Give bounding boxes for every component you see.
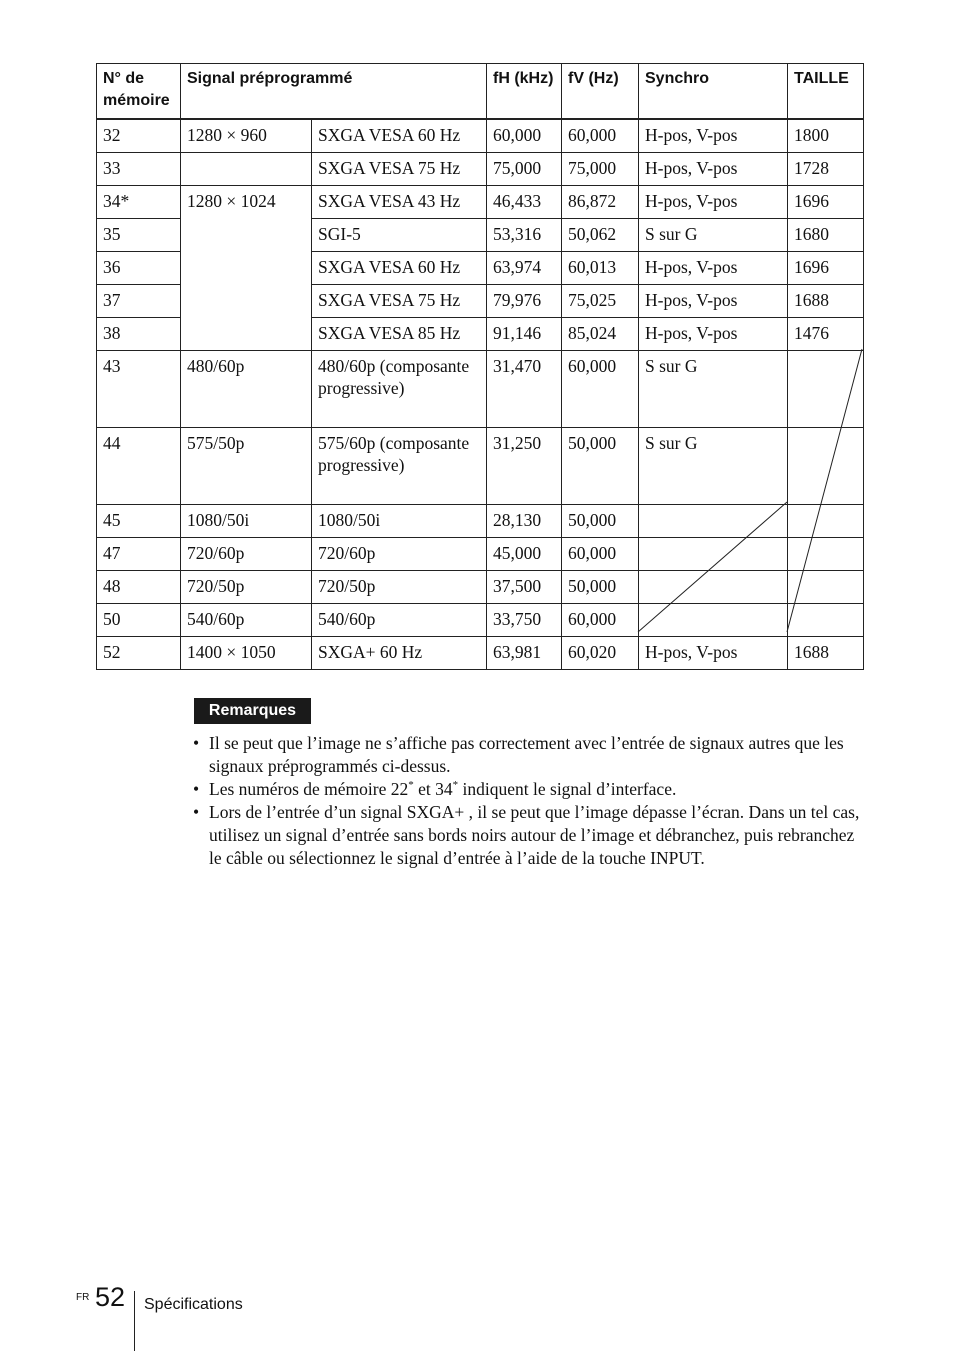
cell-fh: 28,130: [487, 505, 562, 538]
bullet-icon: •: [193, 802, 200, 822]
cell-fh: 45,000: [487, 538, 562, 571]
cell-fv: 60,000: [562, 119, 639, 153]
cell-size: 1688: [788, 637, 864, 670]
bullet-icon: •: [193, 779, 200, 799]
cell-size: 1696: [788, 186, 864, 219]
cell-fv: 85,024: [562, 318, 639, 351]
cell-fv: 50,062: [562, 219, 639, 252]
cell-memory: 52: [97, 637, 181, 670]
cell-resolution: [181, 153, 312, 186]
cell-fh: 63,974: [487, 252, 562, 285]
cell-fh: 33,750: [487, 604, 562, 637]
cell-memory: 35: [97, 219, 181, 252]
table-row: [97, 637, 864, 670]
cell-signal: SXGA VESA 60 Hz: [312, 252, 487, 285]
cell-fh: 63,981: [487, 637, 562, 670]
cell-fv: 60,020: [562, 637, 639, 670]
table-row: [97, 153, 864, 186]
cell-fh: 46,433: [487, 186, 562, 219]
cell-signal: 480/60p (composante progressive): [312, 351, 487, 428]
note-text: Lors de l’entrée d’un signal SXGA+ , il se peut que l’image dépasse l’écran. Dans un tel cas, utilisez un signal d’entrée sans bords noirs autour de l’image et débranchez, puis rebranchez le câble ou sélectionnez le signal d’entrée à l’aide de la touche INPUT.: [209, 802, 860, 868]
cell-signal: 540/60p: [312, 604, 487, 637]
note-text: Les numéros de mémoire 22: [209, 779, 409, 799]
cell-resolution: 1280 × 1024: [181, 186, 312, 351]
cell-resolution: 540/60p: [181, 604, 312, 637]
cell-sync: S sur G: [639, 351, 788, 428]
cell-size: [788, 351, 864, 428]
language-code: FR: [76, 1292, 90, 1303]
cell-sync: H-pos, V-pos: [639, 153, 788, 186]
table-row: [97, 119, 864, 153]
cell-sync: H-pos, V-pos: [639, 119, 788, 153]
bullet-icon: •: [193, 733, 200, 753]
asterisk-superscript: *: [408, 779, 414, 791]
cell-fh: 60,000: [487, 119, 562, 153]
cell-signal: 575/60p (composante progressive): [312, 428, 487, 505]
table-row: [97, 505, 864, 538]
note-text: et 34: [413, 779, 453, 799]
cell-resolution: 1080/50i: [181, 505, 312, 538]
cell-sync: [639, 505, 788, 538]
preset-signal-table: [96, 63, 864, 670]
cell-fh: 31,250: [487, 428, 562, 505]
cell-memory: 34*: [97, 186, 181, 219]
cell-fh: 91,146: [487, 318, 562, 351]
table-row: [97, 571, 864, 604]
cell-memory: 32: [97, 119, 181, 153]
cell-memory: 45: [97, 505, 181, 538]
list-item: [193, 778, 865, 801]
cell-memory: 33: [97, 153, 181, 186]
cell-fv: 75,000: [562, 153, 639, 186]
cell-fv: 50,000: [562, 505, 639, 538]
cell-sync: H-pos, V-pos: [639, 637, 788, 670]
cell-sync: H-pos, V-pos: [639, 285, 788, 318]
header-size: TAILLE: [788, 64, 864, 120]
table-row: [97, 351, 864, 428]
cell-size: 1728: [788, 153, 864, 186]
cell-fv: 60,000: [562, 351, 639, 428]
table-header-row: [97, 64, 864, 120]
cell-signal: SXGA VESA 60 Hz: [312, 119, 487, 153]
remarks-label: Remarques: [194, 698, 311, 724]
cell-resolution: 575/50p: [181, 428, 312, 505]
cell-fv: 75,025: [562, 285, 639, 318]
cell-fv: 50,000: [562, 571, 639, 604]
page-number: 52: [95, 1282, 126, 1312]
cell-signal: SXGA+ 60 Hz: [312, 637, 487, 670]
cell-size: [788, 505, 864, 538]
cell-size: 1476: [788, 318, 864, 351]
note-text: Il se peut que l’image ne s’affiche pas correctement avec l’entrée de signaux autres que les signaux préprogrammés ci-dessus.: [209, 733, 844, 776]
cell-size: 1696: [788, 252, 864, 285]
cell-fv: 60,013: [562, 252, 639, 285]
cell-memory: 48: [97, 571, 181, 604]
cell-size: [788, 571, 864, 604]
cell-fh: 37,500: [487, 571, 562, 604]
cell-fh: 31,470: [487, 351, 562, 428]
header-preset-signal: Signal préprogrammé: [181, 64, 487, 120]
cell-sync: H-pos, V-pos: [639, 252, 788, 285]
footer-divider: [134, 1291, 135, 1351]
cell-fh: 79,976: [487, 285, 562, 318]
cell-signal: 720/60p: [312, 538, 487, 571]
cell-signal: SXGA VESA 43 Hz: [312, 186, 487, 219]
cell-fv: 50,000: [562, 428, 639, 505]
cell-signal: SGI-5: [312, 219, 487, 252]
signal-table-wrapper: [96, 63, 863, 666]
cell-memory: 37: [97, 285, 181, 318]
header-fh: fH (kHz): [487, 64, 562, 120]
cell-size: 1680: [788, 219, 864, 252]
cell-fh: 75,000: [487, 153, 562, 186]
remarks-list: [193, 732, 865, 870]
cell-resolution: 480/60p: [181, 351, 312, 428]
table-row: [97, 538, 864, 571]
cell-sync: [639, 604, 788, 637]
cell-memory: 36: [97, 252, 181, 285]
cell-sync: [639, 571, 788, 604]
cell-sync: [639, 538, 788, 571]
header-fv: fV (Hz): [562, 64, 639, 120]
cell-sync: H-pos, V-pos: [639, 186, 788, 219]
cell-resolution: 720/50p: [181, 571, 312, 604]
cell-memory: 38: [97, 318, 181, 351]
header-memory-number: N° de mémoire: [97, 64, 181, 120]
section-title: Spécifications: [144, 1296, 243, 1313]
cell-fv: 60,000: [562, 604, 639, 637]
cell-memory: 50: [97, 604, 181, 637]
list-item: [193, 801, 865, 870]
note-text: indiquent le signal d’interface.: [458, 779, 677, 799]
cell-fv: 86,872: [562, 186, 639, 219]
cell-signal: SXGA VESA 75 Hz: [312, 285, 487, 318]
cell-size: [788, 538, 864, 571]
cell-fv: 60,000: [562, 538, 639, 571]
asterisk-superscript: *: [452, 779, 459, 791]
table-row: [97, 186, 864, 219]
cell-signal: SXGA VESA 85 Hz: [312, 318, 487, 351]
cell-sync: S sur G: [639, 219, 788, 252]
table-row: [97, 604, 864, 637]
header-sync: Synchro: [639, 64, 788, 120]
cell-size: [788, 428, 864, 505]
cell-signal: 1080/50i: [312, 505, 487, 538]
cell-resolution: 720/60p: [181, 538, 312, 571]
cell-sync: H-pos, V-pos: [639, 318, 788, 351]
table-row: [97, 428, 864, 505]
list-item: [193, 732, 865, 778]
cell-signal: SXGA VESA 75 Hz: [312, 153, 487, 186]
cell-size: [788, 604, 864, 637]
cell-memory: 44: [97, 428, 181, 505]
cell-size: 1800: [788, 119, 864, 153]
cell-resolution: 1400 × 1050: [181, 637, 312, 670]
cell-memory: 47: [97, 538, 181, 571]
cell-resolution: 1280 × 960: [181, 119, 312, 153]
cell-fh: 53,316: [487, 219, 562, 252]
cell-sync: S sur G: [639, 428, 788, 505]
cell-size: 1688: [788, 285, 864, 318]
cell-memory: 43: [97, 351, 181, 428]
cell-signal: 720/50p: [312, 571, 487, 604]
